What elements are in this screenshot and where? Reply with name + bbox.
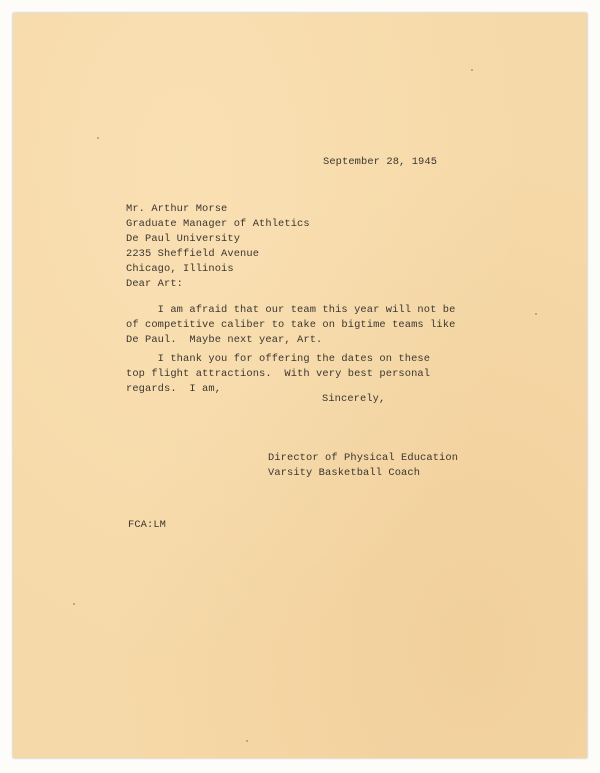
letter-paper [13, 13, 587, 758]
recipient-institution: De Paul University [126, 233, 241, 245]
paragraph-1-line-1: I am afraid that our team this year will not be [126, 304, 456, 316]
recipient-city: Chicago, Illinois [126, 263, 234, 275]
signature-line-2: Varsity Basketball Coach [268, 467, 421, 479]
paper-speck [73, 603, 75, 605]
recipient-title: Graduate Manager of Athletics [126, 218, 310, 230]
paragraph-1-line-3: De Paul. Maybe next year, Art. [126, 334, 323, 346]
paragraph-2-line-2: top flight attractions. With very best personal [126, 368, 431, 380]
paragraph-2-line-3: regards. I am, [126, 383, 222, 395]
salutation: Dear Art: [126, 278, 184, 290]
recipient-street: 2235 Sheffield Avenue [126, 248, 260, 260]
letter-date: September 28, 1945 [323, 156, 438, 168]
paragraph-1-line-2: of competitive caliber to take on bigtime teams like [126, 319, 456, 331]
paragraph-2-line-1: I thank you for offering the dates on these [126, 353, 431, 365]
paper-speck [246, 740, 248, 742]
reference-initials: FCA:LM [128, 519, 167, 531]
signature-line-1: Director of Physical Education [268, 452, 459, 464]
paper-speck [471, 69, 473, 71]
paper-speck [535, 313, 537, 315]
recipient-name: Mr. Arthur Morse [126, 203, 228, 215]
closing: Sincerely, [322, 393, 386, 405]
paper-speck [97, 137, 99, 139]
